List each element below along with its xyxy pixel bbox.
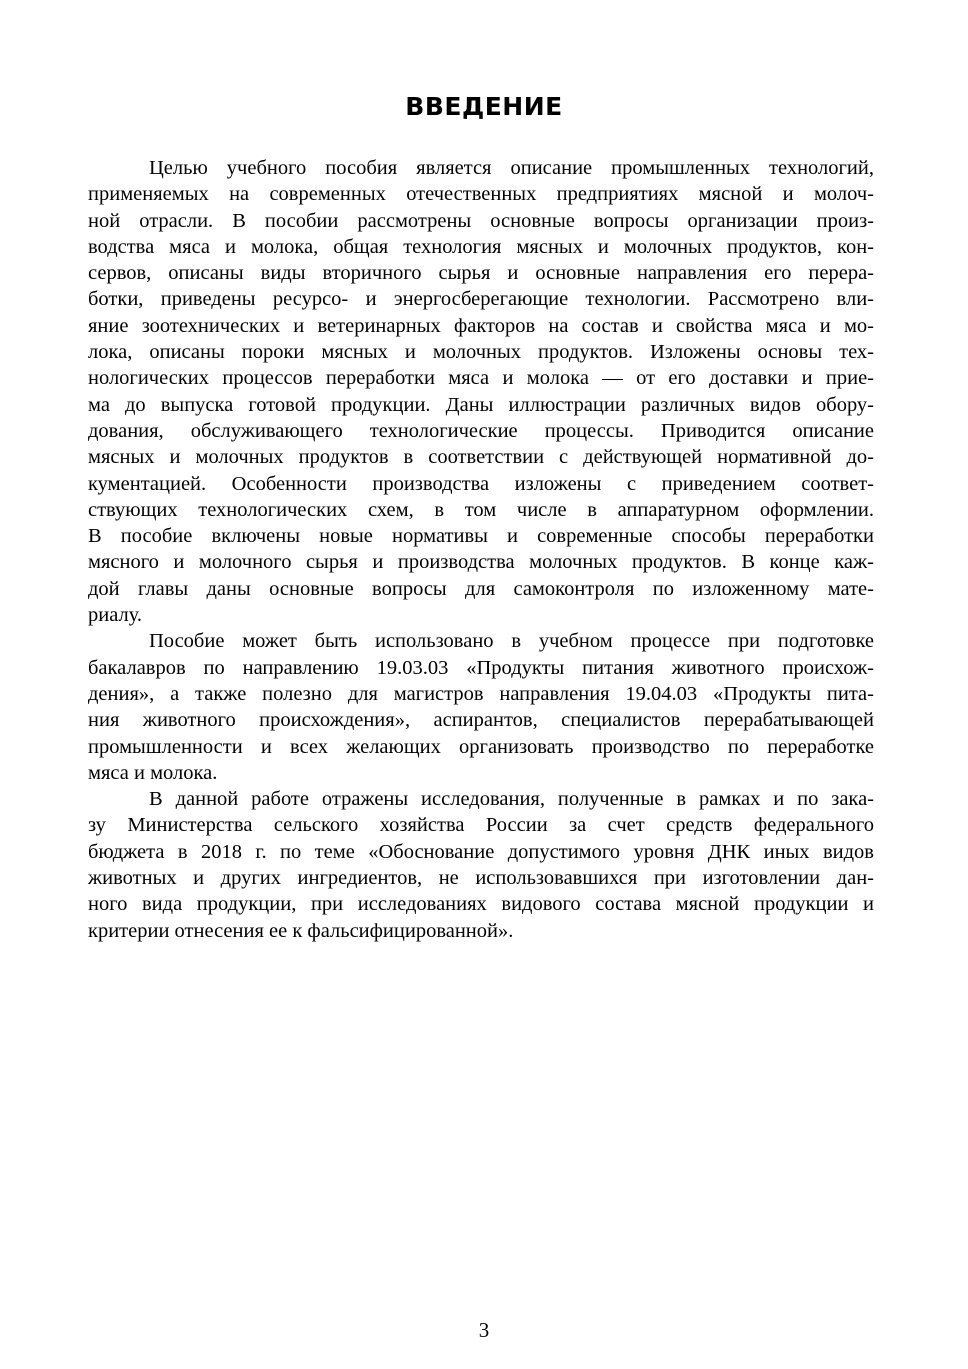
text-line: ма до выпуска готовой продукции. Даны иллюстрации различных видов обору- (88, 393, 874, 416)
text-line: ствующих технологических схем, в том числе в аппаратурном оформлении. (88, 498, 874, 521)
text-line: нологических процессов переработки мяса и молока — от его доставки и прие- (88, 367, 874, 390)
paragraph-2 (88, 628, 874, 786)
text-line: мясного и молочного сырья и производства молочных продуктов. В конце каж- (88, 551, 874, 574)
text-line: ного вида продукции, при исследованиях видового состава мясной продукции и (88, 893, 874, 916)
text-line: применяемых на современных отечественных предприятиях мясной и молоч- (88, 183, 874, 206)
text-line: риалу. (88, 604, 143, 627)
paragraph-3 (88, 786, 874, 944)
text-line: Пособие может быть использовано в учебном процессе при подготовке (149, 630, 874, 653)
text-line: мясных и молочных продуктов в соответствии с действующей нормативной до- (88, 446, 874, 469)
text-line: Целью учебного пособия является описание промышленных технологий, (149, 157, 874, 179)
text-line: водства мяса и молока, общая технология мясных и молочных продуктов, кон- (88, 235, 874, 258)
text-line: бакалавров по направлению 19.03.03 «Продукты питания животного происхож- (88, 656, 874, 679)
text-line: зу Министерства сельского хозяйства России за счет средств федерального (88, 814, 874, 837)
text-line: ботки, приведены ресурсо- и энергосберегающие технологии. Рассмотрено вли- (88, 288, 874, 311)
text-line: промышленности и всех желающих организовать производство по переработке (88, 735, 874, 758)
text-line: дения», а также полезно для магистров направления 19.04.03 «Продукты пита- (88, 682, 874, 705)
paragraph-1 (88, 155, 874, 628)
body-text (88, 155, 874, 944)
page-title: ВВЕДЕНИЕ (405, 92, 563, 121)
text-line: ной отрасли. В пособии рассмотрены основные вопросы организации произ- (88, 209, 874, 232)
page-number: 3 (478, 1318, 490, 1342)
text-line: бюджета в 2018 г. по теме «Обоснование допустимого уровня ДНК иных видов (88, 840, 874, 863)
text-line: ния животного происхождения», аспирантов, специалистов перерабатывающей (88, 709, 874, 732)
text-line: мяса и молока. (88, 761, 218, 784)
text-line: сервов, описаны виды вторичного сырья и основные направления его перера- (88, 262, 874, 285)
text-line: В данной работе отражены исследования, полученные в рамках и по зака- (149, 788, 874, 811)
text-line: критерии отнесения ее к фальсифицированной». (88, 919, 514, 942)
text-line: дой главы даны основные вопросы для самоконтроля по изложенному мате- (88, 577, 874, 600)
text-line: В пособие включены новые нормативы и современные способы переработки (88, 525, 874, 548)
text-line: кументацией. Особенности производства изложены с приведением соответ- (88, 472, 874, 495)
text-line: лока, описаны пороки мясных и молочных продуктов. Изложены основы тех- (88, 341, 874, 364)
text-line: дования, обслуживающего технологические процессы. Приводится описание (88, 419, 874, 442)
text-line: животных и других ингредиентов, не использовавшихся при изготовлении дан- (88, 867, 874, 890)
text-line: яние зоотехнических и ветеринарных факторов на состав и свойства мяса и мо- (88, 314, 874, 337)
